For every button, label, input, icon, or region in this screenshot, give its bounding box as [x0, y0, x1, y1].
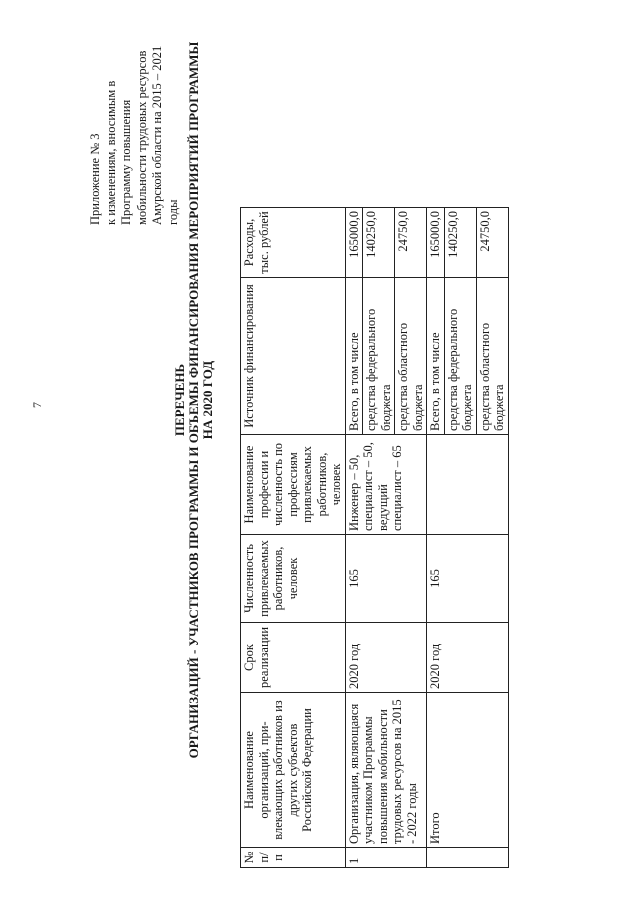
appendix-note [88, 5, 181, 225]
cell-source: средства федерального бюджета [444, 278, 476, 435]
table-row [427, 208, 445, 868]
title-line-3: НА 2020 ГОД [200, 360, 215, 440]
cell-professions: Инженер – 50, специалист – 50, ведущий специалист – 65 [345, 435, 427, 535]
header-source: Источник финансирования [241, 278, 346, 435]
appendix-line: к изменениям, вносимым в [103, 80, 118, 225]
table-row [345, 208, 363, 868]
cell-term: 2020 год [345, 623, 427, 693]
header-num: № п/п [241, 848, 346, 868]
cell-count: 165 [427, 535, 509, 623]
cell-org: Итого [427, 693, 509, 848]
cell-amount: 24750,0 [476, 208, 508, 278]
cell-amount: 165000,0 [345, 208, 363, 278]
cell-org: Организация, являющаяся участником Программы повышения мобильности трудовых ресурсов на 2015 - 2022 годы [345, 693, 427, 848]
header-expenses: Расходы, тыс. рублей [241, 208, 346, 278]
cell-source: средства федерального бюджета [363, 278, 395, 435]
funding-table [240, 207, 509, 868]
appendix-line: Программу повышения [119, 99, 133, 225]
cell-amount: 140250,0 [444, 208, 476, 278]
cell-amount: 140250,0 [363, 208, 395, 278]
header-org: Наименование организаций, при-влекающих работников из других субъектов Российской Федерации [241, 693, 346, 848]
appendix-line: Амурской области на 2015 – 2021 [150, 45, 164, 225]
cell-source: средства областного бюджета [476, 278, 508, 435]
cell-amount: 165000,0 [427, 208, 445, 278]
cell-term: 2020 год [427, 623, 509, 693]
cell-source: Всего, в том числе [427, 278, 445, 435]
cell-professions [427, 435, 509, 535]
document-title [173, 0, 215, 805]
appendix-line: Приложение № 3 [88, 133, 102, 225]
cell-num: 1 [345, 848, 427, 868]
title-line-1: ПЕРЕЧЕНЬ [172, 363, 187, 437]
cell-amount: 24750,0 [395, 208, 427, 278]
page-number: 7 [30, 402, 44, 408]
cell-source: Всего, в том числе [345, 278, 363, 435]
cell-source: средства областного бюджета [395, 278, 427, 435]
cell-num [427, 848, 509, 868]
appendix-line: мобильности трудовых ресурсов [134, 50, 149, 225]
header-term: Срок реализации [241, 623, 346, 693]
header-count: Численность привлекаемых работников, человек [241, 535, 346, 623]
appendix-line: годы [165, 199, 180, 225]
table-header-row [241, 208, 346, 868]
header-professions: Наименование профессии и численность по профессиям привлекаемых работников, человек [241, 435, 346, 535]
title-line-2: ОРГАНИЗАЦИЙ - УЧАСТНИКОВ ПРОГРАММЫ И ОБЪЕМЫ ФИНАНСИРОВАНИЯ МЕРОПРИЯТИЙ ПРОГРАММЫ [186, 41, 201, 759]
cell-count: 165 [345, 535, 427, 623]
